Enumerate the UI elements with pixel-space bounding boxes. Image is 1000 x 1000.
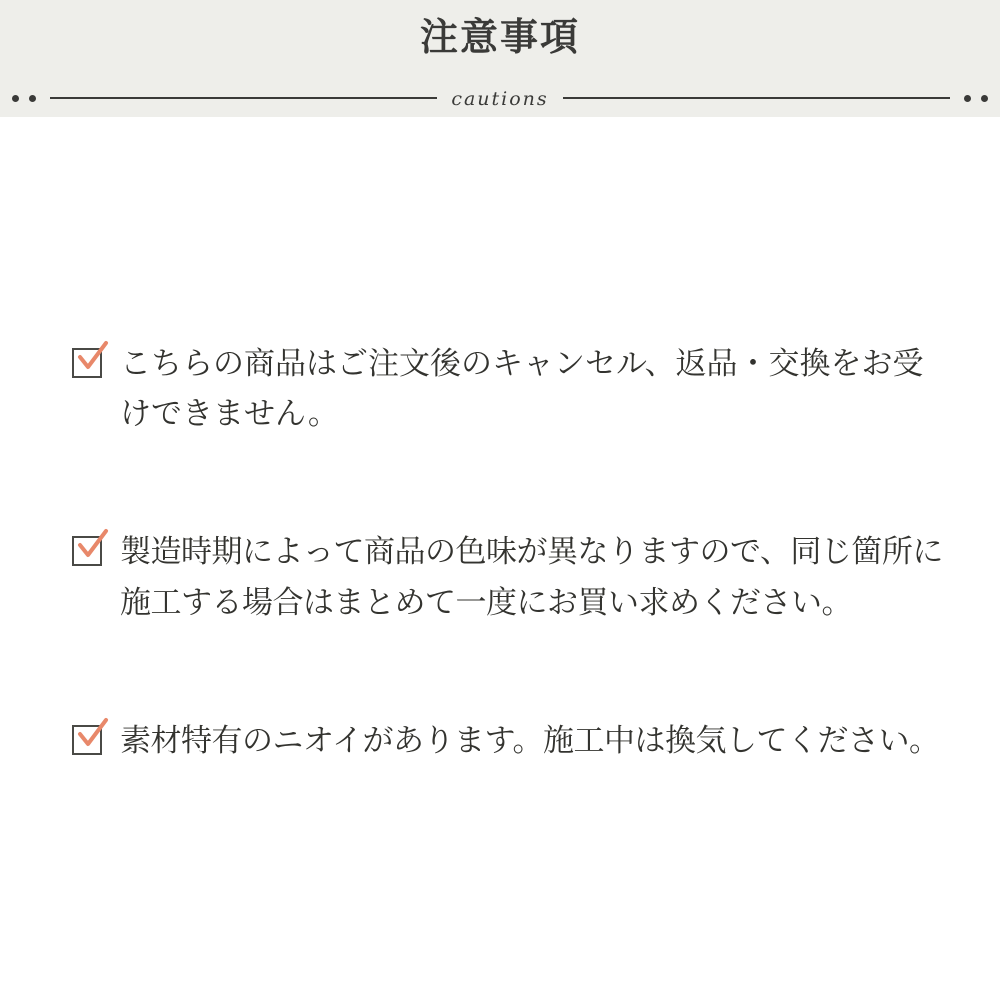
cautions-list	[72, 339, 952, 766]
checkbox-checked-icon	[72, 725, 102, 755]
checkbox-checked-icon	[72, 536, 102, 566]
page-content	[0, 117, 1000, 1000]
list-item	[72, 527, 952, 627]
list-item-label: 製造時期によって商品の色味が異なりますので、同じ箇所に施工する場合はまとめて一度にお買い求めください。	[120, 534, 943, 620]
divider-dot-left-outer	[12, 95, 19, 102]
divider-line-left	[50, 97, 437, 99]
divider-line-right	[563, 97, 950, 99]
decorative-divider	[0, 84, 1000, 112]
divider-dot-right-inner	[964, 95, 971, 102]
list-item	[72, 339, 952, 439]
page-header	[0, 0, 1000, 117]
divider-script-label: cautions	[451, 88, 549, 110]
list-item-label: 素材特有のニオイがあります。施工中は換気してください。	[120, 722, 940, 758]
list-item	[72, 716, 952, 766]
list-item-label: こちらの商品はご注文後のキャンセル、返品・交換をお受けできません。	[120, 346, 924, 432]
page-title: 注意事項	[419, 17, 580, 59]
checkbox-checked-icon	[72, 348, 102, 378]
divider-dot-left-inner	[29, 95, 36, 102]
divider-dot-right-outer	[981, 95, 988, 102]
